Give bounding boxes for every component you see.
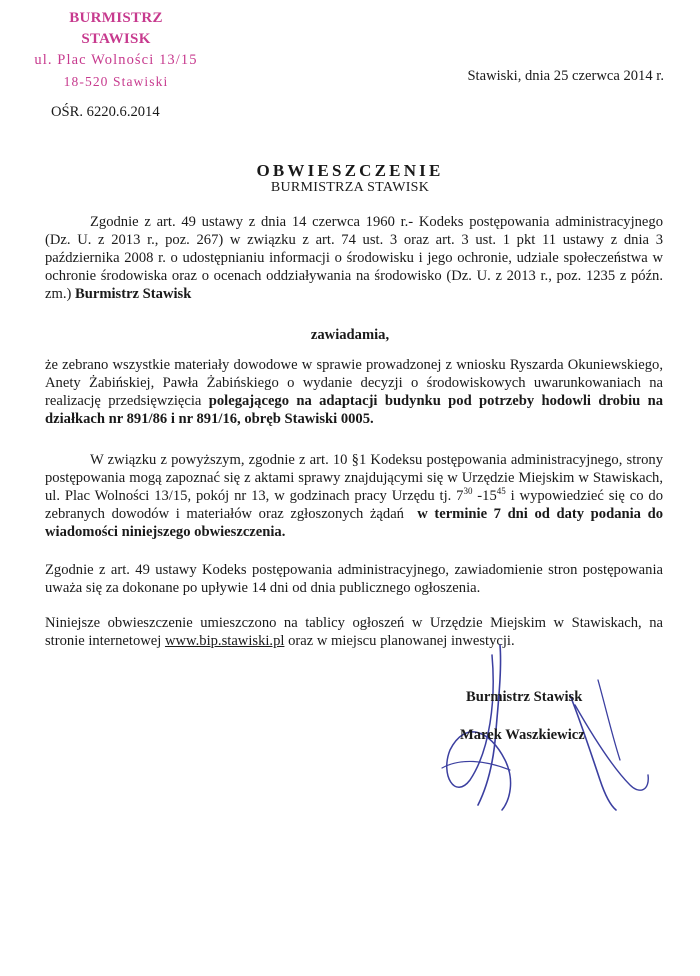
access-text-c: i wypowiedzieć się co do zebranych dowodów i materiałów oraz zgłoszonych żądań — [45, 488, 663, 522]
paragraph-legal-basis — [45, 213, 663, 303]
stamp-line-title: BURMISTRZ STAWISK — [69, 10, 163, 47]
signatory-title: Burmistrz Stawisk — [466, 689, 583, 705]
announcement-verb: zawiadamia, — [310, 327, 390, 343]
reference-number: OŚR. 6220.6.2014 — [51, 104, 160, 120]
office-hours-end-sup: 45 — [496, 486, 506, 496]
office-hours-start-sup: 30 — [463, 486, 473, 496]
investment-description: polegającego na adaptacji budynku pod potrzeby hodowli drobiu na działkach nr 891/86 i nr 891/16, obręb Stawiski 0005. — [45, 393, 663, 427]
access-text-a: W związku z powyższym, zgodnie z art. 10 §1 Kodeksu postępowania administracyjnego, strony postępowania mogą zapoznać się z aktami sprawy znajdującymi się w Urzędzie Miejskim w Stawiskach, ul. Plac Wolności 13/15, pokój nr 13, w godzinach pracy Urzędu tj. 7 — [45, 452, 663, 504]
signatory-name: Marek Waszkiewicz — [460, 727, 585, 743]
publication-text-a: Niniejsze obwieszczenie umieszczono na tablicy ogłoszeń w Urzędzie Miejskim w Stawiskach, na stronie internetowej — [45, 615, 663, 649]
document-date: Stawiski, dnia 25 czerwca 2014 r. — [467, 68, 664, 84]
publication-text-b: oraz w miejscu planowanej inwestycji. — [288, 633, 515, 649]
paragraph-evidence-text: że zebrano wszystkie materiały dowodowe w sprawie prowadzonej z wniosku Ryszarda Okuniewskiego, Anety Żabińskiej, Pawła Żabińskiego o wydanie decyzji o środowiskowych uwarunkowaniach na realizację przedsięwzięcia — [45, 357, 663, 409]
authority-name: Burmistrz Stawisk — [75, 286, 192, 302]
deadline-text: w terminie 7 dni od daty podania do wiadomości niniejszego obwieszczenia. — [45, 506, 663, 540]
bip-website-link[interactable]: www.bip.stawiski.pl — [164, 633, 285, 649]
paragraph-notification: Zgodnie z art. 49 ustawy Kodeks postępowania administracyjnego, zawiadomienie stron postępowania uważa się za dokonane po upływie 14 dni od dnia publicznego ogłoszenia. — [45, 562, 663, 596]
paragraph-access-to-files — [45, 451, 663, 541]
document-subtitle: BURMISTRZA STAWISK — [270, 180, 430, 195]
access-text-b: -15 — [472, 488, 497, 504]
stamp-line-address: ul. Plac Wolności 13/15 — [34, 52, 198, 68]
paragraph-evidence — [45, 356, 663, 428]
paragraph-legal-basis-text: Zgodnie z art. 49 ustawy z dnia 14 czerwca 1960 r.- Kodeks postępowania administracyjnego (Dz. U. z 2013 r., poz. 267) w związku z art. 74 ust. 3 oraz art. 3 ust. 1 pkt 11 ustawy z dnia 3 października 2008 r. o udostępnianiu informacji o środowisku i jego ochronie, udziale społeczeństwa w ochronie środowiska oraz o ocenach oddziaływania na środowisko (Dz. U. z 2013 r., poz. 1235 z późn. zm.) — [45, 214, 663, 302]
document-title: OBWIESZCZENIE — [256, 161, 444, 180]
handwritten-signature — [430, 610, 680, 830]
stamp-line-city: 18-520 Stawiski — [63, 74, 169, 89]
office-stamp — [34, 8, 198, 92]
